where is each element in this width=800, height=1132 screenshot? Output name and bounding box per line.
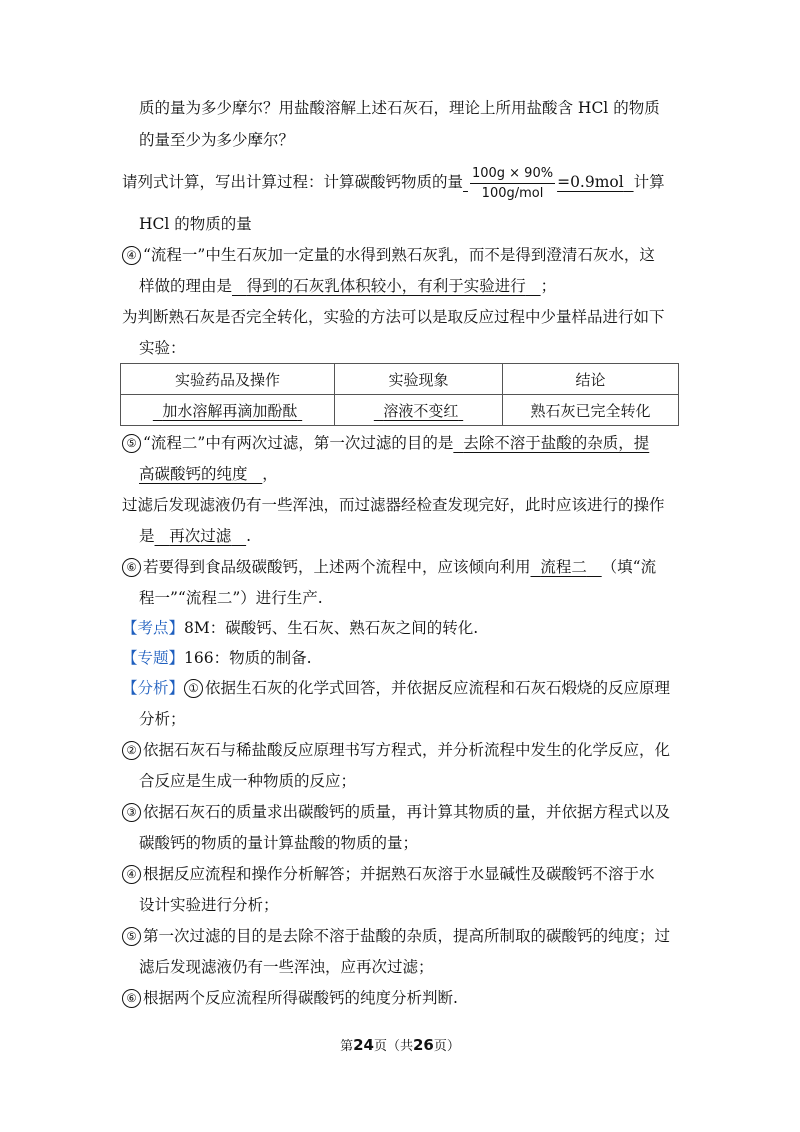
table-row xyxy=(121,395,679,426)
q6-number: ⑥ xyxy=(122,558,141,577)
fenxi-item-continuation: 设计实验进行分析； xyxy=(139,896,279,914)
fenxi-item xyxy=(122,739,670,761)
q3-line-3 xyxy=(122,162,665,202)
fenxi-item-number: ④ xyxy=(122,865,141,884)
table-cell: 熟石灰已完全转化 xyxy=(503,395,679,426)
q5-number: ⑤ xyxy=(122,434,141,453)
table-header-cell: 结论 xyxy=(503,364,679,395)
fenxi-item xyxy=(122,863,655,885)
q5-line-1 xyxy=(122,432,649,454)
q5-prefix: “流程二”中有两次过滤，第一次过滤的目的是 xyxy=(143,434,454,452)
q4-line-2 xyxy=(139,275,556,297)
q4-text-1: “流程一”中生石灰加一定量的水得到熟石灰乳，而不是得到澄清石灰水，这 xyxy=(143,246,655,264)
q6-prefix: 若要得到食品级碳酸钙，上述两个流程中，应该倾向利用 xyxy=(143,558,531,576)
fenxi-item-text: 根据两个反应流程所得碳酸钙的纯度分析判断. xyxy=(143,989,458,1007)
table-header-cell: 实验药品及操作 xyxy=(121,364,335,395)
q4-line-4: 实验： xyxy=(139,339,186,357)
q5-end: ， xyxy=(262,465,278,483)
zhuanti-line xyxy=(122,647,312,669)
q5-answer-part-1: 去除不溶于盐酸的杂质，提 xyxy=(463,434,650,452)
kaodian-tag: 【考点】 xyxy=(122,619,185,637)
q5-l4-prefix: 是 xyxy=(139,527,155,545)
fenxi-item-continuation: 分析； xyxy=(139,710,186,728)
q5-l4-end: . xyxy=(246,527,252,545)
fenxi-item-number: ⑤ xyxy=(122,927,141,946)
q3-calc-prefix: 请列式计算，写出计算过程：计算碳酸钙物质的量 xyxy=(122,173,464,191)
fenxi-item-text: 根据反应流程和操作分析解答；并据熟石灰溶于水显碱性及碳酸钙不溶于水 xyxy=(143,865,655,883)
zhuanti-text: 166：物质的制备. xyxy=(184,649,312,667)
fenxi-line-1 xyxy=(122,677,670,699)
q5-line-3: 过滤后发现滤液仍有一些浑浊，而过滤器经检查发现完好，此时应该进行的操作 xyxy=(122,496,665,514)
q3-calc-answer xyxy=(463,165,634,201)
fenxi-item xyxy=(122,925,670,947)
q4-prefix: 样做的理由是 xyxy=(139,277,233,295)
q3-line-4: HCl 的物质的量 xyxy=(139,215,252,233)
fenxi-item xyxy=(122,801,670,823)
q6-line-1 xyxy=(122,556,656,578)
page-footer xyxy=(0,1035,800,1054)
q5-answer-part-2: 高碳酸钙的纯度 xyxy=(139,465,248,483)
q3-fraction-denominator: 100g/mol xyxy=(481,185,544,201)
q3-calc-suffix: 计算 xyxy=(633,173,665,191)
q4-line-1 xyxy=(122,244,655,266)
table-cell: 溶液不变红 xyxy=(335,395,503,426)
q4-end: ； xyxy=(540,277,557,295)
q3-fraction xyxy=(470,165,555,202)
kaodian-text: 8M：碳酸钙、生石灰、熟石灰之间的转化. xyxy=(184,619,479,637)
fenxi-item-text: 依据生石灰的化学式回答，并依据反应流程和石灰石煅烧的反应原理 xyxy=(205,679,671,697)
fenxi-item-number: ② xyxy=(122,741,141,760)
kaodian-line xyxy=(122,617,478,639)
fenxi-item-number: ⑥ xyxy=(122,989,141,1008)
fenxi-item-text: 依据石灰石与稀盐酸反应原理书写方程式，并分析流程中发生的化学反应，化 xyxy=(143,741,671,759)
q6-answer: 流程二 xyxy=(540,558,587,576)
footer-suffix: 页） xyxy=(433,1039,460,1054)
zhuanti-tag: 【专题】 xyxy=(122,649,185,667)
fenxi-item xyxy=(122,987,458,1009)
table-header-cell: 实验现象 xyxy=(335,364,503,395)
table-header-row xyxy=(121,364,679,395)
q3-line-2: 的量至少为多少摩尔？ xyxy=(139,131,295,149)
fenxi-item-continuation: 滤后发现滤液仍有一些浑浊，应再次过滤； xyxy=(139,958,434,976)
footer-prefix: 第 xyxy=(340,1039,354,1054)
fenxi-item-text: 依据石灰石的质量求出碳酸钙的质量，再计算其物质的量，并依据方程式以及 xyxy=(143,803,671,821)
q6-line-2: 程一”“流程二”）进行生产. xyxy=(139,589,323,607)
table-cell: 加水溶解再滴加酚酞 xyxy=(121,395,335,426)
q5-line-4 xyxy=(139,525,251,547)
q4-answer: 得到的石灰乳体积较小，有利于实验进行 xyxy=(246,277,526,295)
experiment-table xyxy=(120,363,679,426)
fenxi-item-text: 第一次过滤的目的是去除不溶于盐酸的杂质，提高所制取的碳酸钙的纯度；过 xyxy=(143,927,671,945)
q5-answer-2: 再次过滤 xyxy=(169,527,232,545)
q3-fraction-result: =0.9mol xyxy=(557,173,624,191)
footer-middle: 页（共 xyxy=(373,1039,413,1054)
q4-line-3: 为判断熟石灰是否完全转化，实验的方法可以是取反应过程中少量样品进行如下 xyxy=(122,308,665,326)
fenxi-item-number: ③ xyxy=(122,803,141,822)
fenxi-item-number: ① xyxy=(184,679,203,698)
fenxi-item-continuation: 合反应是生成一种物质的反应； xyxy=(139,772,357,790)
current-page-number: 24 xyxy=(353,1036,374,1054)
q6-suffix: （填“流 xyxy=(601,558,657,576)
fenxi-tag: 【分析】 xyxy=(122,679,185,697)
q3-fraction-numerator: 100g × 90% xyxy=(470,165,555,184)
q4-number: ④ xyxy=(122,246,141,265)
q3-line-1: 质的量为多少摩尔？用盐酸溶解上述石灰石，理论上所用盐酸含 HCl 的物质 xyxy=(139,99,660,117)
total-page-number: 26 xyxy=(413,1036,434,1054)
fenxi-item-continuation: 碳酸钙的物质的量计算盐酸的物质的量； xyxy=(139,834,419,852)
q5-line-2 xyxy=(139,463,278,485)
